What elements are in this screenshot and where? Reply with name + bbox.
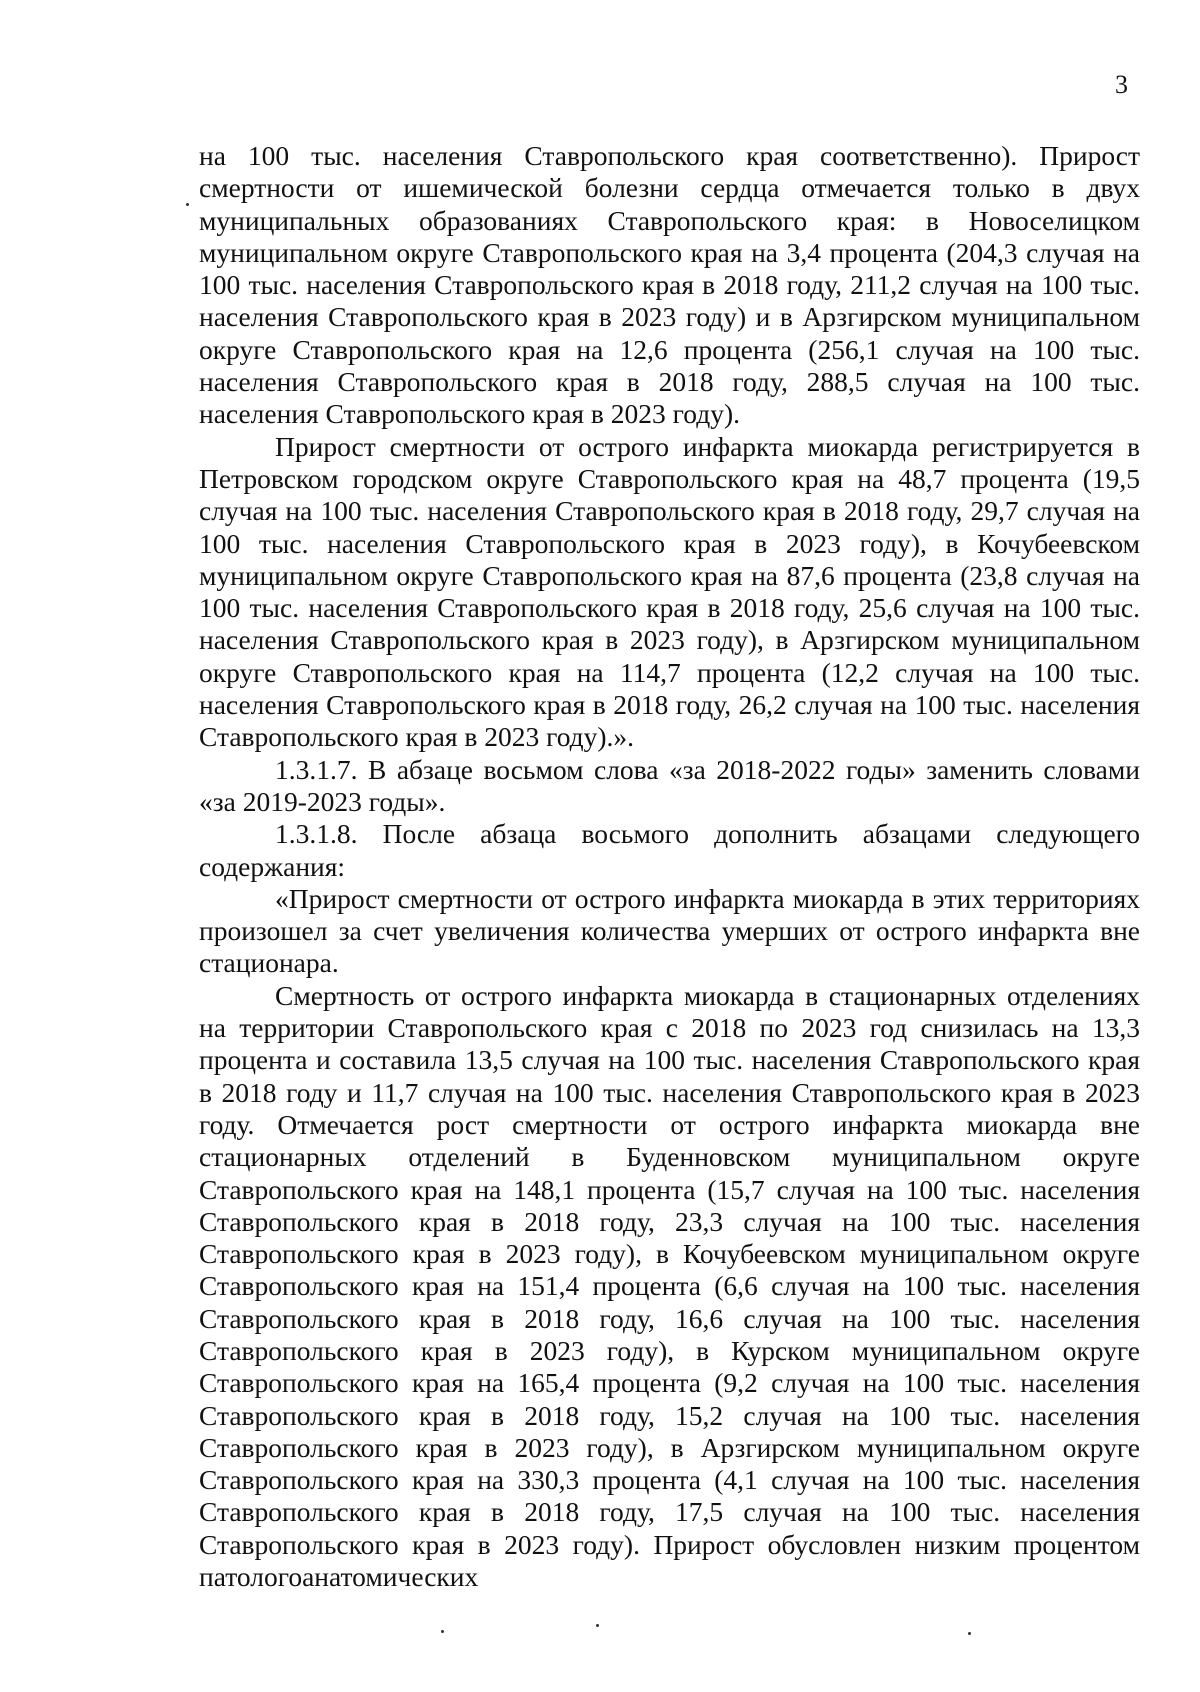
scan-speck — [186, 203, 189, 206]
scan-speck — [441, 1630, 444, 1633]
page-number: 3 — [1115, 70, 1128, 99]
paragraph-4: 1.3.1.8. После абзаца восьмого дополнить абзацами следующего содержания: — [199, 818, 1140, 882]
paragraph-6: Смертность от острого инфаркта миокарда в стационарных отделениях на территории Ставропольского края с 2018 по 2023 год снизилась на 13,3 процента и составила 13,5 случая на 100 тыс. населения Ставропольского края в 2018 году и 11,7 случая на 100 тыс. населения Ставропольского края в 2023 году. Отмечается рост смертности от острого инфаркта миокарда вне стационарных отделений в Буденновском муниципальном округе Ставропольского края на 148,1 процента (15,7 случая на 100 тыс. населения Ставропольского края в 2018 году, 23,3 случая на 100 тыс. населения Ставропольского края в 2023 году), в Кочубеевском муниципальном округе Ставропольского края на 151,4 процента (6,6 случая на 100 тыс. населения Ставропольского края в 2018 году, 16,6 случая на 100 тыс. населения Ставропольского края в 2023 году), в Курском муниципальном округе Ставропольского края на 165,4 процента (9,2 случая на 100 тыс. населения Ставропольского края в 2018 году, 15,2 случая на 100 тыс. населения Ставропольского края в 2023 году), в Арзгирском муниципальном округе Ставропольского края на 330,3 процента (4,1 случая на 100 тыс. населения Ставропольского края в 2018 году, 17,5 случая на 100 тыс. населения Ставропольского края в 2023 году). Прирост обусловлен низким процентом патологоанатомических — [199, 979, 1140, 1593]
paragraph-1: на 100 тыс. населения Ставропольского края соответственно). Прирост смертности от ишемической болезни сердца отмечается только в двух муниципальных образованиях Ставропольского края: в Новоселицком муниципальном округе Ставропольского края на 3,4 процента (204,3 случая на 100 тыс. населения Ставропольского края в 2018 году, 211,2 случая на 100 тыс. населения Ставропольского края в 2023 году) и в Арзгирском муниципальном округе Ставропольского края на 12,6 процента (256,1 случая на 100 тыс. населения Ставропольского края в 2018 году, 288,5 случая на 100 тыс. населения Ставропольского края в 2023 году). — [199, 140, 1140, 430]
scan-speck — [596, 1624, 599, 1627]
paragraph-2: Прирост смертности от острого инфаркта миокарда регистрируется в Петровском городском округе Ставропольского края на 48,7 процента (19,5 случая на 100 тыс. населения Ставропольского края в 2018 году, 29,7 случая на 100 тыс. населения Ставропольского края в 2023 году), в Кочубеевском муниципальном округе Ставропольского края на 87,6 процента (23,8 случая на 100 тыс. населения Ставропольского края в 2018 году, 25,6 случая на 100 тыс. населения Ставропольского края в 2023 году), в Арзгирском муниципальном округе Ставропольского края на 114,7 процента (12,2 случая на 100 тыс. населения Ставропольского края в 2018 году, 26,2 случая на 100 тыс. населения Ставропольского края в 2023 году).». — [199, 430, 1140, 753]
paragraph-3: 1.3.1.7. В абзаце восьмом слова «за 2018-2022 годы» заменить словами «за 2019-2023 годы». — [199, 753, 1140, 817]
paragraph-5: «Прирост смертности от острого инфаркта миокарда в этих территориях произошел за счет увеличения количества умерших от острого инфаркта вне стационара. — [199, 882, 1140, 979]
scan-speck — [968, 1632, 971, 1635]
document-body — [199, 140, 1140, 1593]
